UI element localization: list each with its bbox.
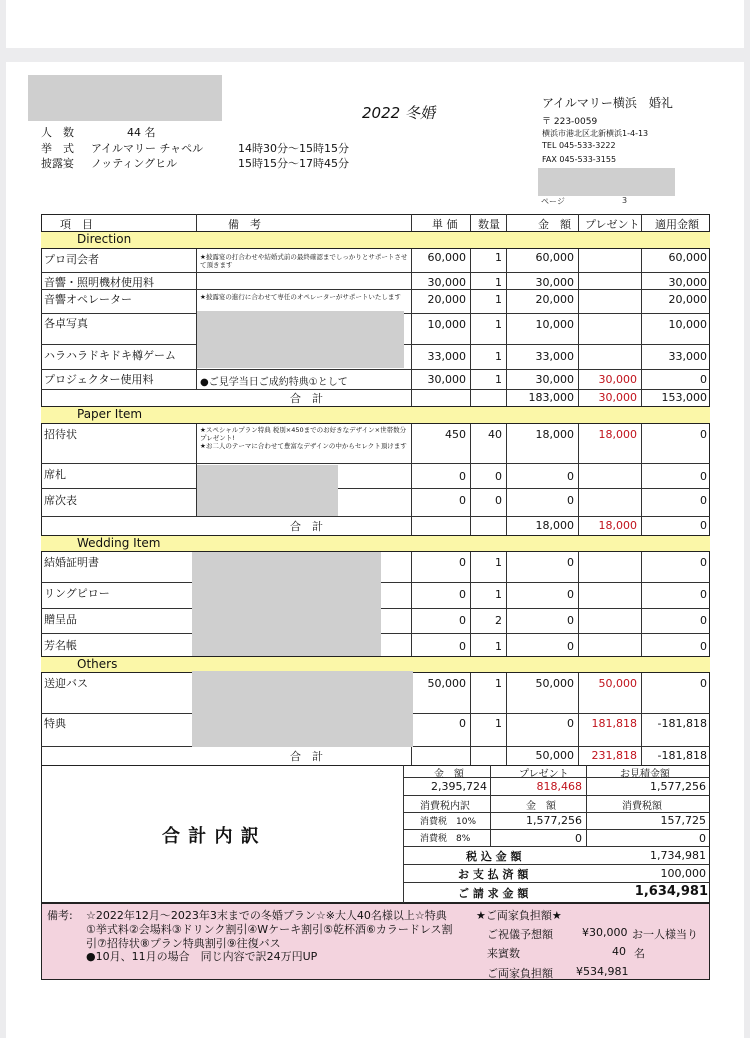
- col-amount: 金 額: [538, 218, 571, 231]
- guests-count-label: 来賓数: [487, 947, 520, 960]
- oth-row-1-qty: 1: [495, 677, 502, 690]
- dir-row-6-qty: 1: [495, 373, 502, 386]
- dir-row-4-unit: 10,000: [427, 318, 466, 331]
- section-paper: Paper Item: [41, 406, 710, 424]
- notes-line-1: ☆2022年12月～2023年3末までの冬婚プラン☆※大人40名様以上☆特典: [86, 909, 447, 922]
- paid-label: お 支 払 済 額: [458, 868, 529, 881]
- oth-row-1-present: 50,000: [598, 677, 637, 690]
- dir-row-2-name: 音響・照明機材使用料: [44, 276, 154, 289]
- paper-row-1-amount: 18,000: [535, 428, 574, 441]
- wed-row-3-qty: 2: [495, 614, 502, 627]
- dir-row-4-applied: 10,000: [668, 318, 707, 331]
- redacted-name: [28, 75, 222, 121]
- wed-row-2-qty: 1: [495, 588, 502, 601]
- oth-row-2-qty: 1: [495, 717, 502, 730]
- page-label: ページ: [541, 197, 565, 206]
- dir-row-3-applied: 20,000: [668, 293, 707, 306]
- dir-row-3-qty: 1: [495, 293, 502, 306]
- col-item: 項 目: [60, 218, 93, 231]
- tax-header: 消費税額: [622, 801, 662, 812]
- oth-row-1-name: 送迎バス: [44, 677, 88, 690]
- dir-row-2-applied: 30,000: [668, 276, 707, 289]
- redacted-note: [192, 552, 381, 656]
- oth-row-2-unit: 0: [459, 717, 466, 730]
- sum-h-present: プレゼント: [519, 769, 569, 780]
- paper-row-2-amount: 0: [567, 470, 574, 483]
- paper-row-2-qty: 0: [495, 470, 502, 483]
- paper-row-3-applied: 0: [700, 494, 707, 507]
- oth-total-applied: -181,818: [657, 749, 707, 762]
- sum-h-amount: 金 額: [434, 769, 464, 780]
- paper-row-2-name: 席札: [44, 468, 66, 481]
- notes-label: 備考:: [47, 909, 73, 922]
- bill-label: ご 請 求 金 額: [458, 887, 529, 900]
- notes-line-4: ●10月、11月の場合 同じ内容で訳24万円UP: [86, 950, 318, 963]
- oth-total-label: 合 計: [290, 750, 323, 763]
- section-wedding: Wedding Item: [41, 535, 710, 552]
- dir-row-2-amount: 30,000: [535, 276, 574, 289]
- oth-row-2-applied: -181,818: [657, 717, 707, 730]
- dir-row-6-name: プロジェクター使用料: [44, 373, 154, 386]
- dir-row-3-name: 音響オペレーター: [44, 293, 132, 306]
- dir-row-6-present: 30,000: [598, 373, 637, 386]
- paper-total-label: 合 計: [290, 520, 323, 533]
- paper-row-1-applied: 0: [700, 428, 707, 441]
- dir-row-4-name: 各卓写真: [44, 317, 88, 330]
- dir-row-6-unit: 30,000: [427, 373, 466, 386]
- wed-row-1-applied: 0: [700, 556, 707, 569]
- dir-total-applied: 153,000: [661, 391, 707, 404]
- col-qty: 数量: [478, 218, 500, 231]
- guests-value: 44 名: [127, 126, 156, 139]
- paper-row-3-amount: 0: [567, 494, 574, 507]
- sum-estimate: 1,577,256: [650, 780, 706, 793]
- burden-title: ★ご両家負担額★: [476, 909, 562, 922]
- dir-row-4-qty: 1: [495, 318, 502, 331]
- incl-label: 税 込 金 額: [466, 850, 522, 863]
- dir-row-3-unit: 20,000: [427, 293, 466, 306]
- dir-total-label: 合 計: [290, 392, 323, 405]
- wed-row-4-applied: 0: [700, 640, 707, 653]
- dir-row-1-applied: 60,000: [668, 251, 707, 264]
- dir-total-amount: 183,000: [528, 391, 574, 404]
- reception-time: 15時15分～17時45分: [238, 157, 349, 170]
- dir-row-1-unit: 60,000: [427, 251, 466, 264]
- redacted-note: [197, 311, 404, 368]
- dir-row-1-name: プロ司会者: [44, 253, 99, 266]
- paper-row-3-name: 席次表: [44, 494, 77, 507]
- wed-row-1-unit: 0: [459, 556, 466, 569]
- venue-postal: 〒 223-0059: [542, 117, 598, 127]
- oth-total-present: 231,818: [591, 749, 637, 762]
- bill-value: 1,634,981: [634, 884, 708, 899]
- tax-amount-header: 金 額: [526, 801, 556, 812]
- wed-row-4-amount: 0: [567, 640, 574, 653]
- notes-line-2: ①挙式料②会場料③ドリンク割引④Wケーキ割引⑤乾杯酒⑥カラードレス割: [86, 923, 453, 936]
- tax10-label: 消費税 10%: [420, 817, 477, 827]
- paper-row-2-unit: 0: [459, 470, 466, 483]
- wed-row-3-unit: 0: [459, 614, 466, 627]
- guests-count-value: 40: [612, 945, 626, 958]
- section-others: Others: [41, 656, 710, 673]
- ceremony-time: 14時30分～15時15分: [238, 142, 349, 155]
- dir-row-1-amount: 60,000: [535, 251, 574, 264]
- dir-total-present: 30,000: [598, 391, 637, 404]
- burden-label: ご両家負担額: [487, 967, 553, 980]
- wed-row-2-name: リングピロー: [44, 587, 110, 600]
- dir-row-2-unit: 30,000: [427, 276, 466, 289]
- venue-fax: FAX 045-533-3155: [542, 155, 617, 164]
- wed-row-2-amount: 0: [567, 588, 574, 601]
- dir-row-5-amount: 33,000: [535, 350, 574, 363]
- paper-row-1-note: ★スペシャルプラン特典 税別×450までのお好きなデザイン×世帯数分プレゼント! ★お二人のテーマに合わせて豊富なデザインの中からセレクト頂けます: [200, 426, 407, 450]
- wed-row-4-name: 芳名帳: [44, 639, 77, 652]
- reception-label: 披露宴: [41, 157, 74, 170]
- wed-row-1-qty: 1: [495, 556, 502, 569]
- col-unit: 単 価: [432, 218, 458, 231]
- paper-row-3-unit: 0: [459, 494, 466, 507]
- paper-row-2-applied: 0: [700, 470, 707, 483]
- section-direction: Direction: [41, 231, 710, 249]
- oth-row-2-name: 特典: [44, 717, 66, 730]
- sum-h-estimate: お見積金額: [620, 769, 670, 780]
- venue-name: アイルマリー横浜 婚礼: [542, 96, 673, 110]
- gift-per: お一人様当り: [632, 928, 698, 941]
- wed-row-2-applied: 0: [700, 588, 707, 601]
- paper-row-1-qty: 40: [488, 428, 502, 441]
- ceremony-label: 挙 式: [41, 142, 74, 155]
- page-number: 3: [622, 196, 628, 205]
- guests-label: 人 数: [41, 126, 74, 139]
- ceremony-place: アイルマリー チャペル: [91, 142, 204, 155]
- burden-value: ¥534,981: [576, 965, 629, 978]
- redacted-note: [192, 671, 413, 747]
- previous-page-edge: [6, 0, 744, 48]
- guests-count-unit: 名: [634, 947, 645, 960]
- dir-row-2-qty: 1: [495, 276, 502, 289]
- wed-row-1-name: 結婚証明書: [44, 556, 99, 569]
- notes-line-3: 引⑦招待状⑧プラン特典割引⑨往復バス: [86, 937, 281, 950]
- oth-row-1-amount: 50,000: [535, 677, 574, 690]
- wed-row-3-applied: 0: [700, 614, 707, 627]
- wed-row-1-amount: 0: [567, 556, 574, 569]
- col-note: 備 考: [228, 218, 261, 231]
- tax8-label: 消費税 8%: [420, 834, 471, 844]
- dir-row-5-name: ハラハラドキドキ樽ゲーム: [44, 349, 176, 362]
- paper-total-applied: 0: [700, 519, 707, 532]
- oth-row-2-present: 181,818: [591, 717, 637, 730]
- paper-row-1-name: 招待状: [44, 428, 77, 441]
- dir-row-4-amount: 10,000: [535, 318, 574, 331]
- gift-value: ¥30,000: [582, 926, 628, 939]
- sum-present: 818,468: [536, 780, 582, 793]
- incl-value: 1,734,981: [650, 849, 706, 862]
- paper-row-1-unit: 450: [445, 428, 466, 441]
- tax8-tax: 0: [699, 832, 706, 845]
- dir-row-6-note: ●ご見学当日ご成約特典①として: [200, 377, 348, 388]
- paper-row-1-present: 18,000: [598, 428, 637, 441]
- wed-row-3-name: 贈呈品: [44, 613, 77, 626]
- paper-total-present: 18,000: [598, 519, 637, 532]
- dir-row-6-applied: 0: [700, 373, 707, 386]
- oth-total-amount: 50,000: [535, 749, 574, 762]
- tax8-amount: 0: [575, 832, 582, 845]
- dir-row-3-amount: 20,000: [535, 293, 574, 306]
- gift-label: ご祝儀予想額: [487, 928, 553, 941]
- summary-title: 合 計 内 訳: [162, 826, 260, 847]
- dir-row-1-note: ★披露宴の打合わせや結婚式前の最終確認までしっかりとサポートさせて頂きます: [200, 253, 408, 269]
- redacted-note: [197, 465, 338, 516]
- reception-place: ノッティングヒル: [91, 157, 178, 170]
- venue-tel: TEL 045-533-3222: [542, 141, 616, 150]
- col-applied: 適用金額: [655, 218, 699, 231]
- oth-row-1-unit: 50,000: [427, 677, 466, 690]
- dir-row-3-note: ★披露宴の進行に合わせて専任のオペレーターがサポートいたします: [200, 293, 401, 301]
- paper-total-amount: 18,000: [535, 519, 574, 532]
- col-present: プレゼント: [585, 218, 640, 231]
- wed-row-2-unit: 0: [459, 588, 466, 601]
- tax10-amount: 1,577,256: [526, 814, 582, 827]
- wed-row-4-unit: 0: [459, 640, 466, 653]
- tax-breakdown-label: 消費税内訳: [420, 801, 470, 812]
- paid-value: 100,000: [660, 867, 706, 880]
- oth-row-2-amount: 0: [567, 717, 574, 730]
- wed-row-4-qty: 1: [495, 640, 502, 653]
- redacted-staff: [538, 168, 675, 196]
- venue-address: 横浜市港北区北新横浜1-4-13: [542, 129, 649, 138]
- wed-row-3-amount: 0: [567, 614, 574, 627]
- dir-row-5-applied: 33,000: [668, 350, 707, 363]
- page-title: 2022 冬婚: [362, 104, 435, 122]
- tax10-tax: 157,725: [660, 814, 706, 827]
- paper-row-3-qty: 0: [495, 494, 502, 507]
- oth-row-1-applied: 0: [700, 677, 707, 690]
- dir-row-1-qty: 1: [495, 251, 502, 264]
- sum-amount: 2,395,724: [431, 780, 487, 793]
- dir-row-5-qty: 1: [495, 350, 502, 363]
- dir-row-6-amount: 30,000: [535, 373, 574, 386]
- dir-row-5-unit: 33,000: [427, 350, 466, 363]
